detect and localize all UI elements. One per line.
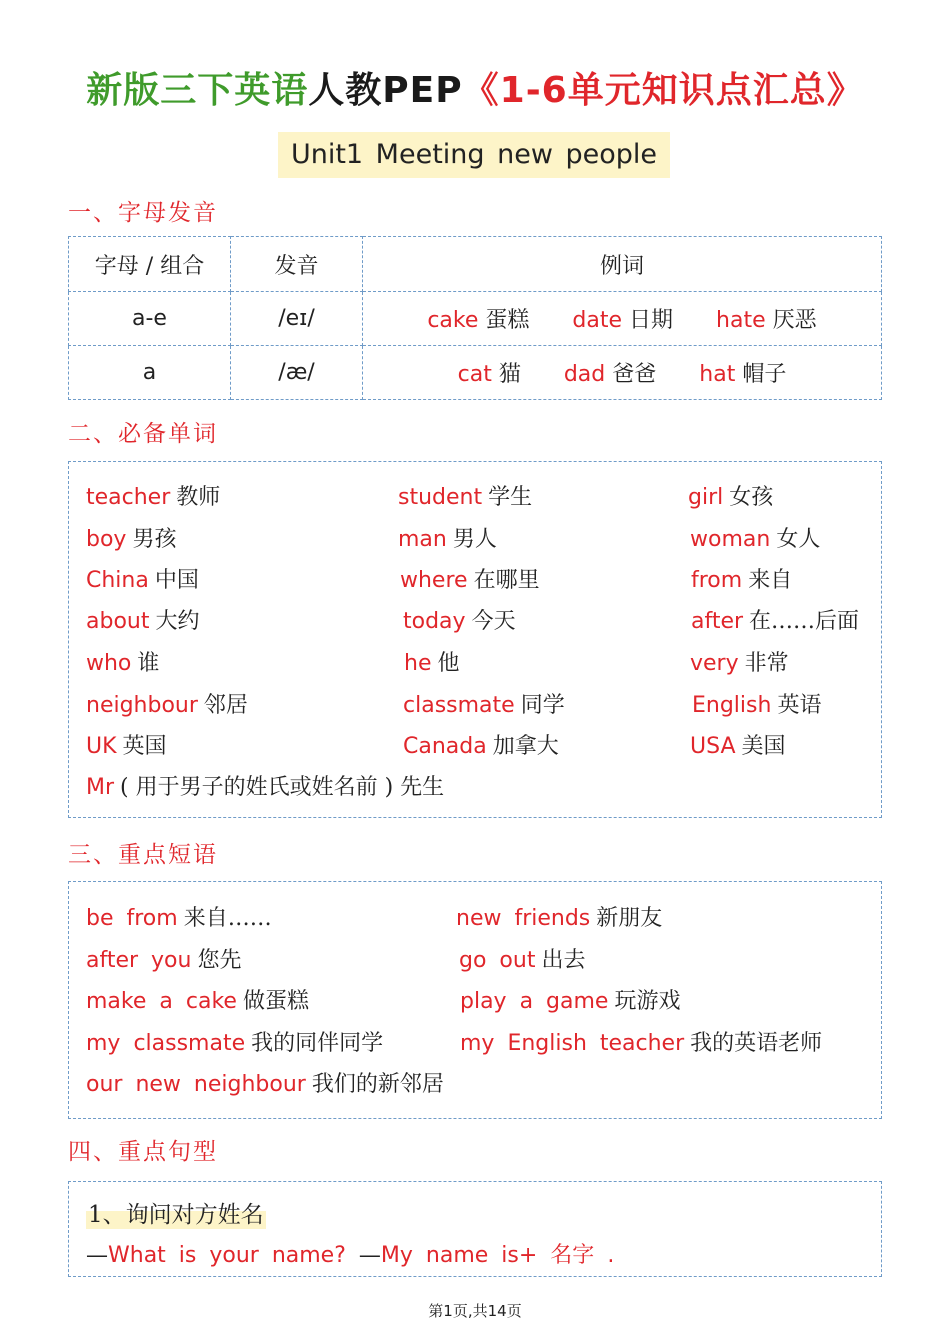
word-cn: 他	[437, 651, 460, 676]
word-en: student	[398, 485, 483, 510]
phrase-item	[86, 943, 241, 974]
example-cn: 爸爸	[612, 362, 657, 387]
word-item	[86, 604, 200, 635]
example-word	[427, 303, 529, 334]
word-en: neighbour	[86, 693, 198, 718]
word-item	[690, 729, 786, 760]
word-cn: 英国	[122, 734, 167, 759]
period: .	[607, 1243, 615, 1268]
word-item	[691, 563, 792, 594]
sentence-pattern-line	[86, 1238, 614, 1269]
phrase-en: make a cake	[86, 989, 237, 1014]
word-item	[86, 563, 199, 594]
word-cn: 教师	[176, 485, 221, 510]
words-box	[68, 461, 882, 818]
word-cn: 邻居	[203, 693, 248, 718]
word-cn: 学生	[488, 485, 533, 510]
word-item	[86, 729, 167, 760]
example-en: date	[572, 308, 623, 333]
word-item	[400, 563, 540, 594]
phrase-cn: 来自……	[183, 906, 272, 931]
word-cn: 大约	[155, 609, 200, 634]
word-item	[690, 646, 789, 677]
phrase-cn: 出去	[541, 948, 586, 973]
word-cn: 女人	[776, 527, 821, 552]
word-item	[688, 480, 773, 511]
sound-cell: /eɪ/	[231, 292, 363, 346]
phrase-en: my English teacher	[460, 1031, 685, 1056]
example-word	[716, 303, 817, 334]
phrase-item	[86, 1026, 383, 1057]
word-en: girl	[688, 485, 724, 510]
example-cn: 帽子	[742, 362, 787, 387]
word-item	[86, 480, 220, 511]
phrase-item	[459, 943, 585, 974]
example-word	[572, 303, 673, 334]
word-item	[690, 522, 820, 553]
header-sound: 发音	[231, 237, 363, 292]
word-en: USA	[690, 734, 736, 759]
phrase-item	[86, 984, 309, 1015]
letter-cell: a	[69, 346, 231, 400]
letter-cell: a-e	[69, 292, 231, 346]
examples-cell	[363, 346, 882, 400]
word-cn: 谁	[137, 651, 160, 676]
example-en: cake	[427, 308, 479, 333]
word-cn: 男孩	[132, 527, 177, 552]
phrase-cn: 我的英语老师	[690, 1031, 823, 1056]
word-en: after	[691, 609, 744, 634]
phrase-en: after you	[86, 948, 192, 973]
word-cn: 同学	[520, 693, 565, 718]
word-en: woman	[690, 527, 771, 552]
page-title	[0, 62, 950, 113]
sentence-pattern-title: 1、询问对方姓名	[86, 1196, 266, 1229]
word-cn: 女孩	[729, 485, 774, 510]
title-part-3: 《1-6单元知识点汇总》	[462, 70, 864, 111]
example-cn: 日期	[629, 308, 674, 333]
word-cn: 加拿大	[492, 734, 559, 759]
example-word	[564, 357, 656, 388]
word-cn: 男人	[452, 527, 497, 552]
word-en: he	[404, 651, 432, 676]
phrase-item	[456, 901, 662, 932]
phrase-en: our new neighbour	[86, 1072, 306, 1097]
example-en: cat	[457, 362, 492, 387]
pronunciation-table	[68, 236, 882, 400]
word-item	[691, 604, 859, 635]
phrase-en: go out	[459, 948, 536, 973]
word-item	[403, 604, 516, 635]
example-word	[699, 357, 786, 388]
word-en: about	[86, 609, 150, 634]
dash: —	[86, 1243, 108, 1268]
word-cn: 英语	[777, 693, 822, 718]
word-en: man	[398, 527, 447, 552]
phrase-en: play a game	[460, 989, 609, 1014]
word-cn: 中国	[154, 568, 199, 593]
phrase-cn: 您先	[197, 948, 242, 973]
phrase-en: new friends	[456, 906, 591, 931]
table-row	[69, 292, 882, 346]
dash: —	[358, 1243, 381, 1268]
word-item	[86, 688, 248, 719]
phrase-cn: 做蛋糕	[242, 989, 309, 1014]
phrase-en: my classmate	[86, 1031, 246, 1056]
examples-cell	[363, 292, 882, 346]
example-en: hate	[716, 308, 766, 333]
word-en: from	[691, 568, 743, 593]
phrase-cn: 我的同伴同学	[251, 1031, 384, 1056]
word-item	[403, 729, 559, 760]
phrase-item	[460, 1026, 822, 1057]
sound-cell: /æ/	[231, 346, 363, 400]
word-en: today	[403, 609, 466, 634]
word-en: UK	[86, 734, 117, 759]
example-cn: 厌恶	[772, 308, 817, 333]
example-cn: 猫	[498, 362, 521, 387]
word-cn: ( 用于男子的姓氏或姓名前 ) 先生	[120, 775, 445, 800]
word-item	[86, 646, 159, 677]
word-cn: 非常	[744, 651, 789, 676]
page-footer: 第1页,共14页	[428, 1302, 522, 1320]
table-header-row	[69, 237, 882, 292]
word-en: English	[692, 693, 772, 718]
word-en: where	[400, 568, 468, 593]
example-en: hat	[699, 362, 736, 387]
section-title-pronunciation: 一、字母发音	[68, 200, 218, 226]
phrase-cn: 新朋友	[596, 906, 663, 931]
word-item	[692, 688, 821, 719]
word-en: who	[86, 651, 132, 676]
word-en: China	[86, 568, 149, 593]
phrase-en: be from	[86, 906, 178, 931]
word-item	[404, 646, 460, 677]
header-letter: 字母 / 组合	[69, 237, 231, 292]
title-part-1: 新版三下英语	[86, 70, 309, 111]
answer-en: My name is+	[380, 1243, 538, 1268]
word-en: boy	[86, 527, 127, 552]
word-en: Canada	[403, 734, 487, 759]
word-item	[398, 522, 497, 553]
phrase-item	[86, 1067, 444, 1098]
phrase-cn: 我们的新邻居	[311, 1072, 444, 1097]
word-item	[86, 522, 176, 553]
example-en: dad	[563, 362, 606, 387]
word-en: very	[690, 651, 739, 676]
phrase-cn: 玩游戏	[614, 989, 681, 1014]
word-item	[398, 480, 532, 511]
word-item	[403, 688, 565, 719]
example-word	[458, 357, 521, 388]
phrase-item	[460, 984, 680, 1015]
header-examples: 例词	[363, 237, 882, 292]
question-en: What is your name?	[108, 1243, 346, 1268]
word-cn: 在……后面	[749, 609, 860, 634]
word-en: teacher	[86, 485, 171, 510]
answer-cn: 名字	[550, 1243, 595, 1268]
word-en: Mr	[86, 775, 115, 800]
word-en: classmate	[403, 693, 515, 718]
section-title-sentences: 四、重点句型	[68, 1139, 218, 1165]
table-row	[69, 346, 882, 400]
phrase-item	[86, 901, 272, 932]
word-item	[86, 770, 444, 801]
word-cn: 今天	[471, 609, 516, 634]
word-cn: 美国	[741, 734, 786, 759]
word-cn: 在哪里	[473, 568, 540, 593]
example-cn: 蛋糕	[485, 308, 530, 333]
title-part-2: 人教PEP	[308, 70, 463, 111]
section-title-words: 二、必备单词	[68, 421, 218, 447]
section-title-phrases: 三、重点短语	[68, 842, 218, 868]
word-cn: 来自	[748, 568, 793, 593]
unit-title: Unit1 Meeting new people	[278, 132, 670, 178]
